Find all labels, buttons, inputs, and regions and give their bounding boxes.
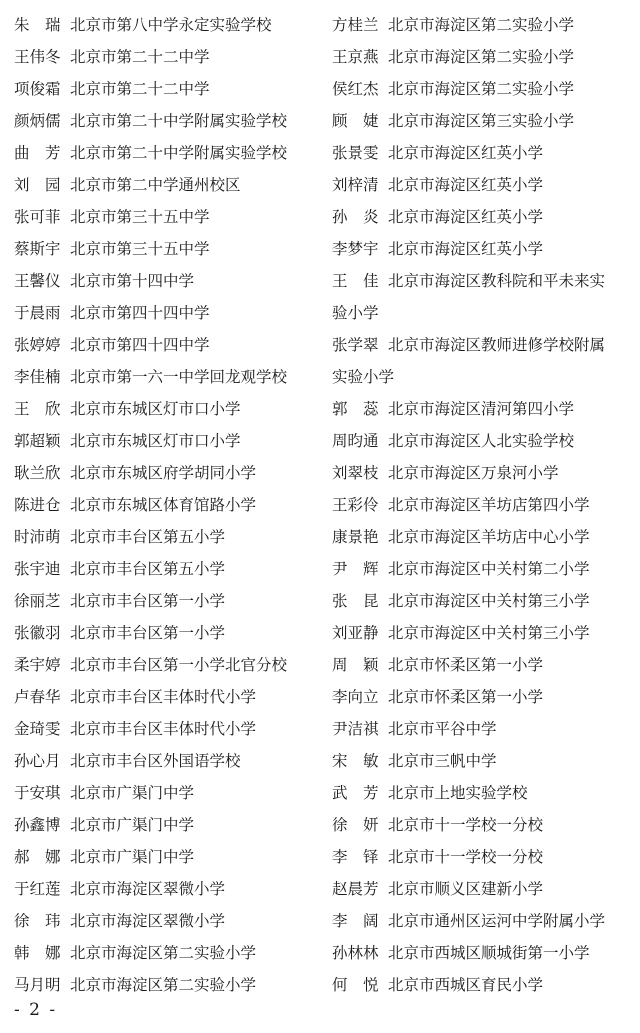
list-item xyxy=(14,681,324,713)
school-name: 北京市第二中学通州校区 xyxy=(70,176,241,194)
person-name: 于安琪 xyxy=(14,784,61,802)
person-name: 王 佳 xyxy=(332,272,379,290)
school-name: 北京市第三十五中学 xyxy=(70,240,210,258)
person-name: 柔宇婷 xyxy=(14,656,61,674)
list-item xyxy=(332,521,632,553)
person-name: 李梦宇 xyxy=(332,240,379,258)
person-name: 王 欣 xyxy=(14,400,61,418)
person-name: 张徽羽 xyxy=(14,624,61,642)
list-item xyxy=(14,777,324,809)
list-item xyxy=(332,969,632,1001)
page-number: - 2 - xyxy=(14,1000,58,1020)
list-item xyxy=(332,73,632,105)
person-name: 张 昆 xyxy=(332,592,379,610)
list-item xyxy=(332,585,632,617)
list-item xyxy=(14,265,324,297)
left-column xyxy=(14,9,324,1001)
school-name: 北京市广渠门中学 xyxy=(70,816,195,834)
school-name: 北京市第二十中学附属实验学校 xyxy=(70,112,288,130)
list-item xyxy=(332,137,632,169)
person-name: 孙鑫博 xyxy=(14,816,61,834)
school-name: 北京市丰台区第五小学 xyxy=(70,560,226,578)
list-item xyxy=(332,425,632,457)
person-name: 陈进仓 xyxy=(14,496,61,514)
school-name: 北京市东城区体育馆路小学 xyxy=(70,496,257,514)
school-name: 北京市海淀区中关村第三小学 xyxy=(388,592,590,610)
person-name: 张景雯 xyxy=(332,144,379,162)
school-name: 北京市海淀区翠微小学 xyxy=(70,912,226,930)
school-name: 北京市东城区灯市口小学 xyxy=(70,400,241,418)
list-item xyxy=(14,873,324,905)
list-item xyxy=(332,809,632,841)
school-name: 北京市广渠门中学 xyxy=(70,848,195,866)
school-name: 北京市第四十四中学 xyxy=(70,336,210,354)
school-name: 北京市海淀区人北实验学校 xyxy=(388,432,575,450)
school-name: 北京市顺义区建新小学 xyxy=(388,880,544,898)
school-name: 北京市第十四中学 xyxy=(70,272,195,290)
person-name: 李向立 xyxy=(332,688,379,706)
list-item xyxy=(332,745,632,777)
school-name: 北京市通州区运河中学附属小学 xyxy=(388,912,606,930)
list-item xyxy=(14,361,324,393)
person-name: 李佳楠 xyxy=(14,368,61,386)
list-item xyxy=(332,233,632,265)
list-item xyxy=(332,201,632,233)
person-name: 蔡斯宇 xyxy=(14,240,61,258)
person-name: 郭超颖 xyxy=(14,432,61,450)
school-name: 北京市十一学校一分校 xyxy=(388,848,544,866)
person-name: 马月明 xyxy=(14,976,61,994)
person-name: 郝 娜 xyxy=(14,848,61,866)
list-item xyxy=(332,329,632,361)
school-name: 北京市海淀区第二实验小学 xyxy=(388,16,575,34)
list-item xyxy=(14,73,324,105)
person-name: 赵晨芳 xyxy=(332,880,379,898)
person-name: 于红莲 xyxy=(14,880,61,898)
list-item xyxy=(332,617,632,649)
list-item xyxy=(14,169,324,201)
person-name: 李 阔 xyxy=(332,912,379,930)
list-item xyxy=(332,681,632,713)
list-item xyxy=(14,521,324,553)
person-name: 刘翠枝 xyxy=(332,464,379,482)
person-name: 刘 园 xyxy=(14,176,61,194)
person-name: 刘梓清 xyxy=(332,176,379,194)
school-name: 北京市怀柔区第一小学 xyxy=(388,656,544,674)
person-name: 武 芳 xyxy=(332,784,379,802)
school-name: 北京市丰台区第一小学 xyxy=(70,624,226,642)
person-name: 王伟冬 xyxy=(14,48,61,66)
person-name: 王馨仪 xyxy=(14,272,61,290)
list-item xyxy=(14,425,324,457)
list-item xyxy=(14,41,324,73)
person-name: 周昀通 xyxy=(332,432,379,450)
list-item xyxy=(332,937,632,969)
school-name: 北京市第八中学永定实验学校 xyxy=(70,16,272,34)
list-item xyxy=(332,713,632,745)
list-item xyxy=(332,905,632,937)
person-name: 韩 娜 xyxy=(14,944,61,962)
school-name: 北京市海淀区教师进修学校附属 xyxy=(388,336,606,354)
school-name: 北京市丰台区丰体时代小学 xyxy=(70,720,257,738)
school-name: 北京市广渠门中学 xyxy=(70,784,195,802)
list-item xyxy=(14,297,324,329)
school-name: 北京市海淀区羊坊店中心小学 xyxy=(388,528,590,546)
school-name: 北京市第一六一中学回龙观学校 xyxy=(70,368,288,386)
school-name: 北京市第二十二中学 xyxy=(70,80,210,98)
school-name: 北京市海淀区红英小学 xyxy=(388,208,544,226)
school-name: 北京市怀柔区第一小学 xyxy=(388,688,544,706)
list-item xyxy=(14,105,324,137)
list-item xyxy=(332,297,632,329)
list-item xyxy=(14,9,324,41)
school-name: 北京市西城区育民小学 xyxy=(388,976,544,994)
list-item xyxy=(14,905,324,937)
school-name: 北京市十一学校一分校 xyxy=(388,816,544,834)
school-name: 北京市丰台区第五小学 xyxy=(70,528,226,546)
school-name: 北京市海淀区第二实验小学 xyxy=(388,48,575,66)
school-name: 北京市西城区顺城街第一小学 xyxy=(388,944,590,962)
list-item xyxy=(14,393,324,425)
list-item xyxy=(14,617,324,649)
list-item xyxy=(14,937,324,969)
list-item xyxy=(332,777,632,809)
school-name: 北京市海淀区第二实验小学 xyxy=(70,944,257,962)
person-name: 孙林林 xyxy=(332,944,379,962)
person-name: 康景艳 xyxy=(332,528,379,546)
list-item xyxy=(14,201,324,233)
person-name: 顾 婕 xyxy=(332,112,379,130)
list-item xyxy=(332,169,632,201)
person-name: 宋 敏 xyxy=(332,752,379,770)
list-item xyxy=(14,457,324,489)
school-name: 北京市丰台区外国语学校 xyxy=(70,752,241,770)
person-name: 方桂兰 xyxy=(332,16,379,34)
person-name: 尹洁祺 xyxy=(332,720,379,738)
list-item xyxy=(332,105,632,137)
school-name: 验小学 xyxy=(332,304,379,322)
right-column xyxy=(332,9,632,1001)
list-item xyxy=(14,713,324,745)
person-name: 郭 蕊 xyxy=(332,400,379,418)
list-item xyxy=(332,841,632,873)
list-item xyxy=(332,361,632,393)
school-name: 北京市海淀区第三实验小学 xyxy=(388,112,575,130)
school-name: 北京市平谷中学 xyxy=(388,720,497,738)
person-name: 王京燕 xyxy=(332,48,379,66)
school-name: 北京市第二十二中学 xyxy=(70,48,210,66)
school-name: 北京市海淀区翠微小学 xyxy=(70,880,226,898)
list-item xyxy=(332,393,632,425)
list-item xyxy=(14,233,324,265)
person-name: 尹 辉 xyxy=(332,560,379,578)
school-name: 实验小学 xyxy=(332,368,395,386)
list-item xyxy=(332,489,632,521)
person-name: 张学翠 xyxy=(332,336,379,354)
list-item xyxy=(332,265,632,297)
person-name: 徐 妍 xyxy=(332,816,379,834)
person-name: 曲 芳 xyxy=(14,144,61,162)
person-name: 朱 瑞 xyxy=(14,16,61,34)
school-name: 北京市三帆中学 xyxy=(388,752,497,770)
person-name: 孙 炎 xyxy=(332,208,379,226)
person-name: 张可菲 xyxy=(14,208,61,226)
person-name: 项俊霜 xyxy=(14,80,61,98)
school-name: 北京市丰台区丰体时代小学 xyxy=(70,688,257,706)
person-name: 卢春华 xyxy=(14,688,61,706)
person-name: 张婷婷 xyxy=(14,336,61,354)
list-item xyxy=(14,137,324,169)
school-name: 北京市海淀区第二实验小学 xyxy=(388,80,575,98)
list-item xyxy=(14,553,324,585)
person-name: 李 铎 xyxy=(332,848,379,866)
list-item xyxy=(14,329,324,361)
list-item xyxy=(332,649,632,681)
school-name: 北京市海淀区红英小学 xyxy=(388,144,544,162)
school-name: 北京市丰台区第一小学 xyxy=(70,592,226,610)
list-item xyxy=(332,9,632,41)
school-name: 北京市海淀区羊坊店第四小学 xyxy=(388,496,590,514)
person-name: 时沛萌 xyxy=(14,528,61,546)
school-name: 北京市海淀区红英小学 xyxy=(388,176,544,194)
list-item xyxy=(14,489,324,521)
list-item xyxy=(14,809,324,841)
person-name: 徐 玮 xyxy=(14,912,61,930)
school-name: 北京市第四十四中学 xyxy=(70,304,210,322)
school-name: 北京市东城区府学胡同小学 xyxy=(70,464,257,482)
school-name: 北京市东城区灯市口小学 xyxy=(70,432,241,450)
person-name: 耿兰欣 xyxy=(14,464,61,482)
school-name: 北京市第二十中学附属实验学校 xyxy=(70,144,288,162)
person-name: 周 颖 xyxy=(332,656,379,674)
person-name: 侯红杰 xyxy=(332,80,379,98)
school-name: 北京市海淀区清河第四小学 xyxy=(388,400,575,418)
school-name: 北京市上地实验学校 xyxy=(388,784,528,802)
list-item xyxy=(14,841,324,873)
school-name: 北京市海淀区第二实验小学 xyxy=(70,976,257,994)
school-name: 北京市海淀区红英小学 xyxy=(388,240,544,258)
list-item xyxy=(332,553,632,585)
person-name: 徐丽芝 xyxy=(14,592,61,610)
list-item xyxy=(332,457,632,489)
school-name: 北京市第三十五中学 xyxy=(70,208,210,226)
person-name: 刘亚静 xyxy=(332,624,379,642)
person-name: 金琦雯 xyxy=(14,720,61,738)
person-name: 颜炳儒 xyxy=(14,112,61,130)
list-item xyxy=(332,41,632,73)
school-name: 北京市海淀区中关村第二小学 xyxy=(388,560,590,578)
person-name: 张宇迪 xyxy=(14,560,61,578)
list-item xyxy=(14,649,324,681)
list-item xyxy=(14,585,324,617)
list-item xyxy=(14,969,324,1001)
person-name: 孙心月 xyxy=(14,752,61,770)
list-item xyxy=(332,873,632,905)
school-name: 北京市海淀区万泉河小学 xyxy=(388,464,559,482)
person-name: 于晨雨 xyxy=(14,304,61,322)
school-name: 北京市海淀区教科院和平未来实 xyxy=(388,272,606,290)
person-name: 王彩伶 xyxy=(332,496,379,514)
school-name: 北京市丰台区第一小学北官分校 xyxy=(70,656,288,674)
person-name: 何 悦 xyxy=(332,976,379,994)
school-name: 北京市海淀区中关村第三小学 xyxy=(388,624,590,642)
list-item xyxy=(14,745,324,777)
